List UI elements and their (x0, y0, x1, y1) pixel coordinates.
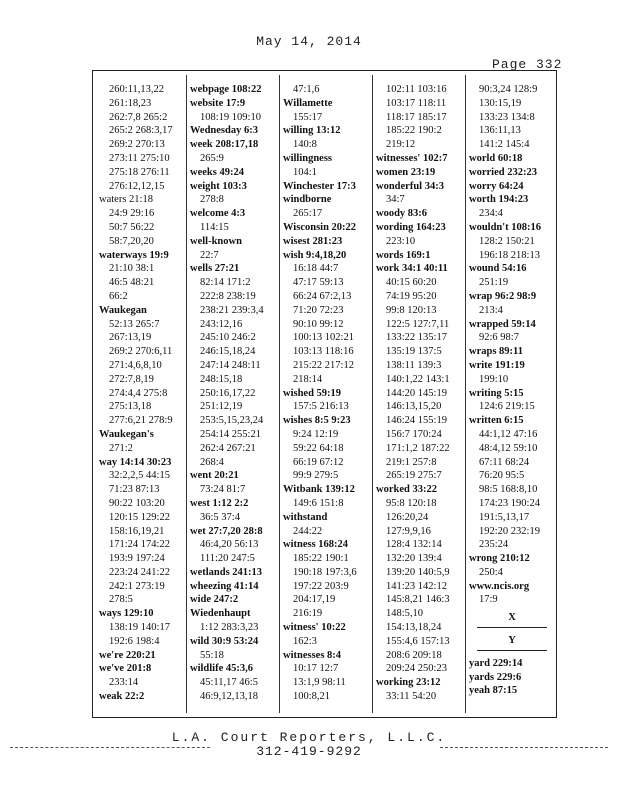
index-term: wild 30:9 53:24 (190, 635, 259, 647)
index-page-refs: 191:5,13,17 (479, 511, 530, 523)
index-page-refs: 104:1 (293, 166, 317, 178)
index-page-refs: 156:7 170:24 (386, 428, 442, 440)
index-page-refs: 278:8 (200, 194, 224, 206)
index-term: website 17:9 (190, 97, 246, 109)
index-page-refs: 146:24 155:19 (386, 415, 447, 427)
index-page-refs: 197:22 203:9 (293, 580, 349, 592)
index-page-refs: 192:6 198:4 (109, 635, 160, 647)
index-term: wet 27:7,20 28:8 (190, 525, 263, 537)
index-term: witness 168:24 (283, 539, 349, 551)
index-page-refs: 250:16,17,22 (200, 387, 256, 399)
index-term: yards 229:6 (469, 671, 522, 683)
index-page-refs: 139:20 140:5,9 (386, 566, 450, 578)
index-page-refs: 260:11,13,22 (109, 84, 165, 95)
index-term: weight 103:3 (190, 180, 247, 192)
index-page-refs: 162:3 (293, 635, 317, 647)
index-page-refs: 157:5 216:13 (293, 401, 349, 413)
index-page-refs: 268:4 (200, 456, 224, 468)
index-page-refs: 262:7,8 265:2 (109, 111, 168, 123)
index-page-refs: 274:4,4 275:8 (109, 387, 168, 399)
index-page-refs: 271:2 (109, 442, 133, 454)
index-page-refs: 219:1 257:8 (386, 456, 437, 468)
index-page-refs: 32:2,2,5 44:15 (109, 470, 170, 482)
index-page-refs: 108:19 109:10 (200, 111, 261, 123)
index-page-refs: 66:2 (109, 290, 128, 302)
index-page-refs: 193:9 197:24 (109, 553, 165, 565)
index-page-refs: 209:24 250:23 (386, 663, 447, 675)
index-page-refs: 40:15 60:20 (386, 277, 437, 289)
index-term: wished 59:19 (283, 387, 342, 399)
index-page-refs: 52:13 265:7 (109, 318, 160, 330)
index-page-refs: 17:9 (479, 594, 498, 606)
index-term: Wisconsin 20:22 (283, 221, 357, 233)
index-page-refs: 248:15,18 (200, 373, 243, 385)
index-term: wisest 281:23 (283, 235, 343, 247)
index-page-refs: 253:5,15,23,24 (200, 415, 264, 427)
index-page-refs: 9:24 12:19 (293, 428, 339, 440)
index-term: Waukegan (99, 304, 147, 316)
index-page-refs: 48:4,12 59:10 (479, 442, 538, 454)
index-page-refs: 245:10 246:2 (200, 332, 256, 344)
index-page-refs: 185:22 190:1 (293, 553, 349, 565)
index-page-refs: 59:22 64:18 (293, 442, 344, 454)
index-column-4 (376, 83, 464, 704)
index-term: waterways 19:9 (99, 249, 169, 261)
index-page-refs: 95:8 120:18 (386, 497, 437, 509)
index-page-refs: 98:5 168:8,10 (479, 484, 538, 496)
index-page-refs: 250:4 (479, 566, 503, 578)
index-column-2 (190, 83, 278, 704)
index-page-refs: 190:18 197:3,6 (293, 566, 357, 578)
index-term: yard 229:14 (469, 657, 523, 669)
index-page-refs: 174:23 190:24 (479, 497, 540, 509)
index-page-refs: 138:19 140:17 (109, 622, 170, 634)
index-page-refs: 235:24 (479, 539, 509, 551)
index-term: wound 54:16 (469, 263, 527, 275)
index-term: windborne (283, 194, 332, 206)
index-term: work 34:1 40:11 (376, 263, 448, 275)
index-column-5 (469, 83, 555, 698)
index-page-refs: 141:2 145:4 (479, 139, 530, 151)
index-page-refs: 47:17 59:13 (293, 277, 344, 289)
index-page-refs: 254:14 255:21 (200, 428, 261, 440)
footer-phone: 312-419-9292 (256, 744, 362, 759)
index-page-refs: 76:20 95:5 (479, 470, 525, 482)
index-page-refs: 148:5,10 (386, 608, 424, 620)
index-term: week 208:17,18 (190, 139, 259, 151)
index-page-refs: 46:9,12,13,18 (200, 691, 259, 703)
index-page-refs: 247:14 248:11 (200, 359, 261, 371)
index-page-refs: 10:17 12:7 (293, 663, 339, 675)
index-term: withstand (283, 511, 328, 523)
index-page-refs: 24:9 29:16 (109, 208, 155, 220)
index-page-refs: 55:18 (200, 649, 224, 661)
index-term: women 23:19 (376, 166, 436, 178)
index-page-refs: 66:24 67:2,13 (293, 290, 352, 302)
index-page-refs: 74:19 95:20 (386, 290, 437, 302)
index-page-refs: 223:10 (386, 235, 416, 247)
transcript-date: May 14, 2014 (256, 34, 362, 49)
index-term: wrong 210:12 (469, 553, 530, 565)
index-page-refs: 204:17,19 (293, 594, 336, 606)
index-term: wrapped 59:14 (469, 318, 536, 330)
index-column-3 (283, 83, 371, 704)
index-page-refs: 122:5 127:7,11 (386, 318, 450, 330)
index-page-refs: 199:10 (479, 373, 509, 385)
index-term: wording 164:23 (376, 221, 446, 233)
index-term: waters 21:18 (99, 194, 153, 206)
index-page-refs: 213:4 (479, 304, 503, 316)
index-page-refs: 118:17 185:17 (386, 111, 447, 123)
index-term: wonderful 34:3 (376, 180, 444, 192)
index-page-refs: 127:9,9,16 (386, 525, 431, 537)
index-term: yeah 87:15 (469, 685, 518, 697)
index-page-refs: 133:23 134:8 (479, 111, 535, 123)
index-page-refs: 71:20 72:23 (293, 304, 344, 316)
index-page-refs: 13:1,9 98:11 (293, 677, 346, 689)
index-page-refs: 234:4 (479, 208, 503, 220)
index-term: witnesses' 102:7 (376, 152, 448, 164)
index-term: wildlife 45:3,6 (190, 663, 253, 675)
index-page-refs: 120:15 129:22 (109, 511, 170, 523)
index-term: woody 83:6 (376, 208, 428, 220)
index-term: Waukegan's (99, 428, 154, 440)
index-page-refs: 154:13,18,24 (386, 622, 442, 634)
index-page-refs: 277:6,21 278:9 (109, 415, 173, 427)
index-page-refs: 114:15 (200, 221, 229, 233)
index-page-refs: 47:1,6 (293, 84, 320, 95)
index-page-refs: 273:11 275:10 (109, 152, 170, 164)
footer-company: L.A. Court Reporters, L.L.C. (171, 730, 447, 745)
index-page-refs: 100:13 102:21 (293, 332, 354, 344)
index-page-refs: 58:7,20,20 (109, 235, 154, 247)
index-page-refs: 46:4,20 56:13 (200, 539, 259, 551)
index-page-refs: 251:12,19 (200, 401, 243, 413)
index-page-refs: 275:18 276:11 (109, 166, 170, 178)
index-page-refs: 111:20 247:5 (200, 553, 255, 565)
index-page-refs: 99:8 120:13 (386, 304, 437, 316)
index-term: wrap 96:2 98:9 (469, 290, 537, 302)
index-term: well-known (190, 235, 242, 247)
index-page-refs: 171:1,2 187:22 (386, 442, 450, 454)
index-term: willing 13:12 (283, 125, 341, 137)
index-page-refs: 128:2 150:21 (479, 235, 535, 247)
index-term: Wednesday 6:3 (190, 125, 258, 137)
column-divider (465, 75, 466, 713)
index-page-refs: 144:20 145:19 (386, 387, 447, 399)
index-page-refs: 46:5 48:21 (109, 277, 155, 289)
index-page-refs: 21:10 38:1 (109, 263, 155, 275)
index-page-refs: 269:2 270:13 (109, 139, 165, 151)
index-page-refs: 265:2 268:3,17 (109, 125, 173, 137)
index-term: world 60:18 (469, 152, 523, 164)
index-page-refs: 275:13,18 (109, 401, 152, 413)
index-letter-heading: Y (477, 634, 547, 651)
index-term: we've 201:8 (99, 663, 152, 675)
index-term: wouldn't 108:16 (469, 221, 542, 233)
index-term: willingness (283, 152, 333, 164)
index-page-refs: 71:23 87:13 (109, 484, 160, 496)
index-page-refs: 128:4 132:14 (386, 539, 442, 551)
index-term: weeks 49:24 (190, 166, 244, 178)
index-page-refs: 100:8,21 (293, 691, 331, 703)
index-term: ways 129:10 (99, 608, 154, 620)
index-page-refs: 1:12 283:3,23 (200, 622, 259, 634)
index-page-refs: 82:14 171:2 (200, 277, 251, 289)
index-page-refs: 66:19 67:12 (293, 456, 344, 468)
index-page-refs: 196:18 218:13 (479, 249, 540, 261)
index-term: went 20:21 (190, 470, 239, 482)
index-page-refs: 218:14 (293, 373, 323, 385)
index-page-refs: 146:13,15,20 (386, 401, 442, 413)
index-page-refs: 262:4 267:21 (200, 442, 256, 454)
index-page-refs: 130:15,19 (479, 97, 522, 109)
index-page-refs: 140:1,22 143:1 (386, 373, 450, 385)
index-page-refs: 141:23 142:12 (386, 580, 447, 592)
index-page-refs: 132:20 139:4 (386, 553, 442, 565)
index-term: worked 33:22 (376, 484, 437, 496)
index-page-refs: 99:9 279:5 (293, 470, 339, 482)
index-letter-heading: X (477, 611, 547, 628)
index-term: wide 247:2 (190, 594, 239, 606)
index-page-refs: 155:4,6 157:13 (386, 635, 450, 647)
index-page-refs: 126:20,24 (386, 511, 429, 523)
index-page-refs: 215:22 217:12 (293, 359, 354, 371)
index-term: west 1:12 2:2 (190, 497, 249, 509)
index-term: worried 232:23 (469, 166, 537, 178)
index-term: wishes 8:5 9:23 (283, 415, 351, 427)
index-page-refs: 73:24 81:7 (200, 484, 246, 496)
index-term: wetlands 241:13 (190, 566, 263, 578)
index-term: Wiedenhaupt (190, 608, 251, 620)
index-page-refs: 233:14 (109, 677, 139, 689)
index-page-refs: 103:13 118:16 (293, 346, 354, 358)
index-term: way 14:14 30:23 (99, 456, 172, 468)
index-page-refs: 90:3,24 128:9 (479, 84, 538, 95)
index-term: writing 5:15 (469, 387, 524, 399)
index-page-refs: 246:15,18,24 (200, 346, 256, 358)
index-page-refs: 272:7,8,19 (109, 373, 154, 385)
index-term: welcome 4:3 (190, 208, 246, 220)
index-page-refs: 208:6 209:18 (386, 649, 442, 661)
index-page-refs: 140:8 (293, 139, 317, 151)
index-term: Winchester 17:3 (283, 180, 356, 192)
index-term: weak 22:2 (99, 691, 145, 703)
index-term: worth 194:23 (469, 194, 529, 206)
index-page-refs: 124:6 219:15 (479, 401, 535, 413)
index-page-refs: 149:6 151:8 (293, 497, 344, 509)
index-page-refs: 219:12 (386, 139, 416, 151)
index-page-refs: 145:8,21 146:3 (386, 594, 450, 606)
index-term: witnesses 8:4 (283, 649, 342, 661)
index-page-refs: 222:8 238:19 (200, 290, 256, 302)
index-page-refs: 133:22 135:17 (386, 332, 447, 344)
index-page-refs: 33:11 54:20 (386, 691, 437, 703)
index-page-refs: 22:7 (200, 249, 219, 261)
index-page-refs: 265:19 275:7 (386, 470, 442, 482)
index-page-refs: 16:18 44:7 (293, 263, 339, 275)
index-page-refs: 192:20 232:19 (479, 525, 540, 537)
index-page-refs: 244:22 (293, 525, 323, 537)
index-term: wish 9:4,18,20 (283, 249, 347, 261)
index-term: wells 27:21 (190, 263, 240, 275)
index-page-refs: 45:11,17 46:5 (200, 677, 258, 689)
index-term: www.ncis.org (469, 580, 530, 592)
index-term: Witbank 139:12 (283, 484, 355, 496)
word-index-frame (92, 70, 557, 718)
index-term: Willamette (283, 97, 333, 109)
index-page-refs: 276:12,12,15 (109, 180, 165, 192)
page-number: Page 332 (492, 57, 563, 72)
index-page-refs: 238:21 239:3,4 (200, 304, 264, 316)
index-term: working 23:12 (376, 677, 441, 689)
index-term: words 169:1 (376, 249, 431, 261)
index-page-refs: 103:17 118:11 (386, 97, 447, 109)
index-page-refs: 265:17 (293, 208, 323, 220)
index-page-refs: 138:11 139:3 (386, 359, 442, 371)
index-term: write 191:19 (469, 359, 525, 371)
column-divider (279, 75, 280, 713)
index-page-refs: 223:24 241:22 (109, 566, 170, 578)
index-page-refs: 90:22 103:20 (109, 497, 165, 509)
index-page-refs: 155:17 (293, 111, 323, 123)
index-term: we're 220:21 (99, 649, 156, 661)
index-page-refs: 158:16,19,21 (109, 525, 165, 537)
index-page-refs: 171:24 174:22 (109, 539, 170, 551)
index-page-refs: 36:5 37:4 (200, 511, 240, 523)
index-page-refs: 242:1 273:19 (109, 580, 165, 592)
index-page-refs: 185:22 190:2 (386, 125, 442, 137)
index-page-refs: 278:5 (109, 594, 133, 606)
index-term: webpage 108:22 (190, 84, 262, 95)
index-page-refs: 261:18,23 (109, 97, 152, 109)
index-page-refs: 90:10 99:12 (293, 318, 344, 330)
index-page-refs: 135:19 137:5 (386, 346, 442, 358)
index-term: worry 64:24 (469, 180, 524, 192)
index-page-refs: 136:11,13 (479, 125, 521, 137)
index-page-refs: 251:19 (479, 277, 509, 289)
index-page-refs: 44:1,12 47:16 (479, 428, 538, 440)
index-term: witness' 10:22 (283, 622, 346, 634)
column-divider (372, 75, 373, 713)
index-page-refs: 269:2 270:6,11 (109, 346, 173, 358)
index-page-refs: 92:6 98:7 (479, 332, 519, 344)
index-term: wraps 89:11 (469, 346, 523, 358)
index-page-refs: 267:13,19 (109, 332, 152, 344)
index-page-refs: 50:7 56:22 (109, 221, 155, 233)
index-page-refs: 67:11 68:24 (479, 456, 530, 468)
index-page-refs: 34:7 (386, 194, 405, 206)
index-term: written 6:15 (469, 415, 524, 427)
index-column-1 (99, 83, 187, 704)
index-page-refs: 271:4,6,8,10 (109, 359, 162, 371)
index-page-refs: 216:19 (293, 608, 323, 620)
index-page-refs: 243:12,16 (200, 318, 243, 330)
index-page-refs: 265:9 (200, 152, 224, 164)
index-page-refs: 102:11 103:16 (386, 84, 447, 95)
index-term: wheezing 41:14 (190, 580, 259, 592)
